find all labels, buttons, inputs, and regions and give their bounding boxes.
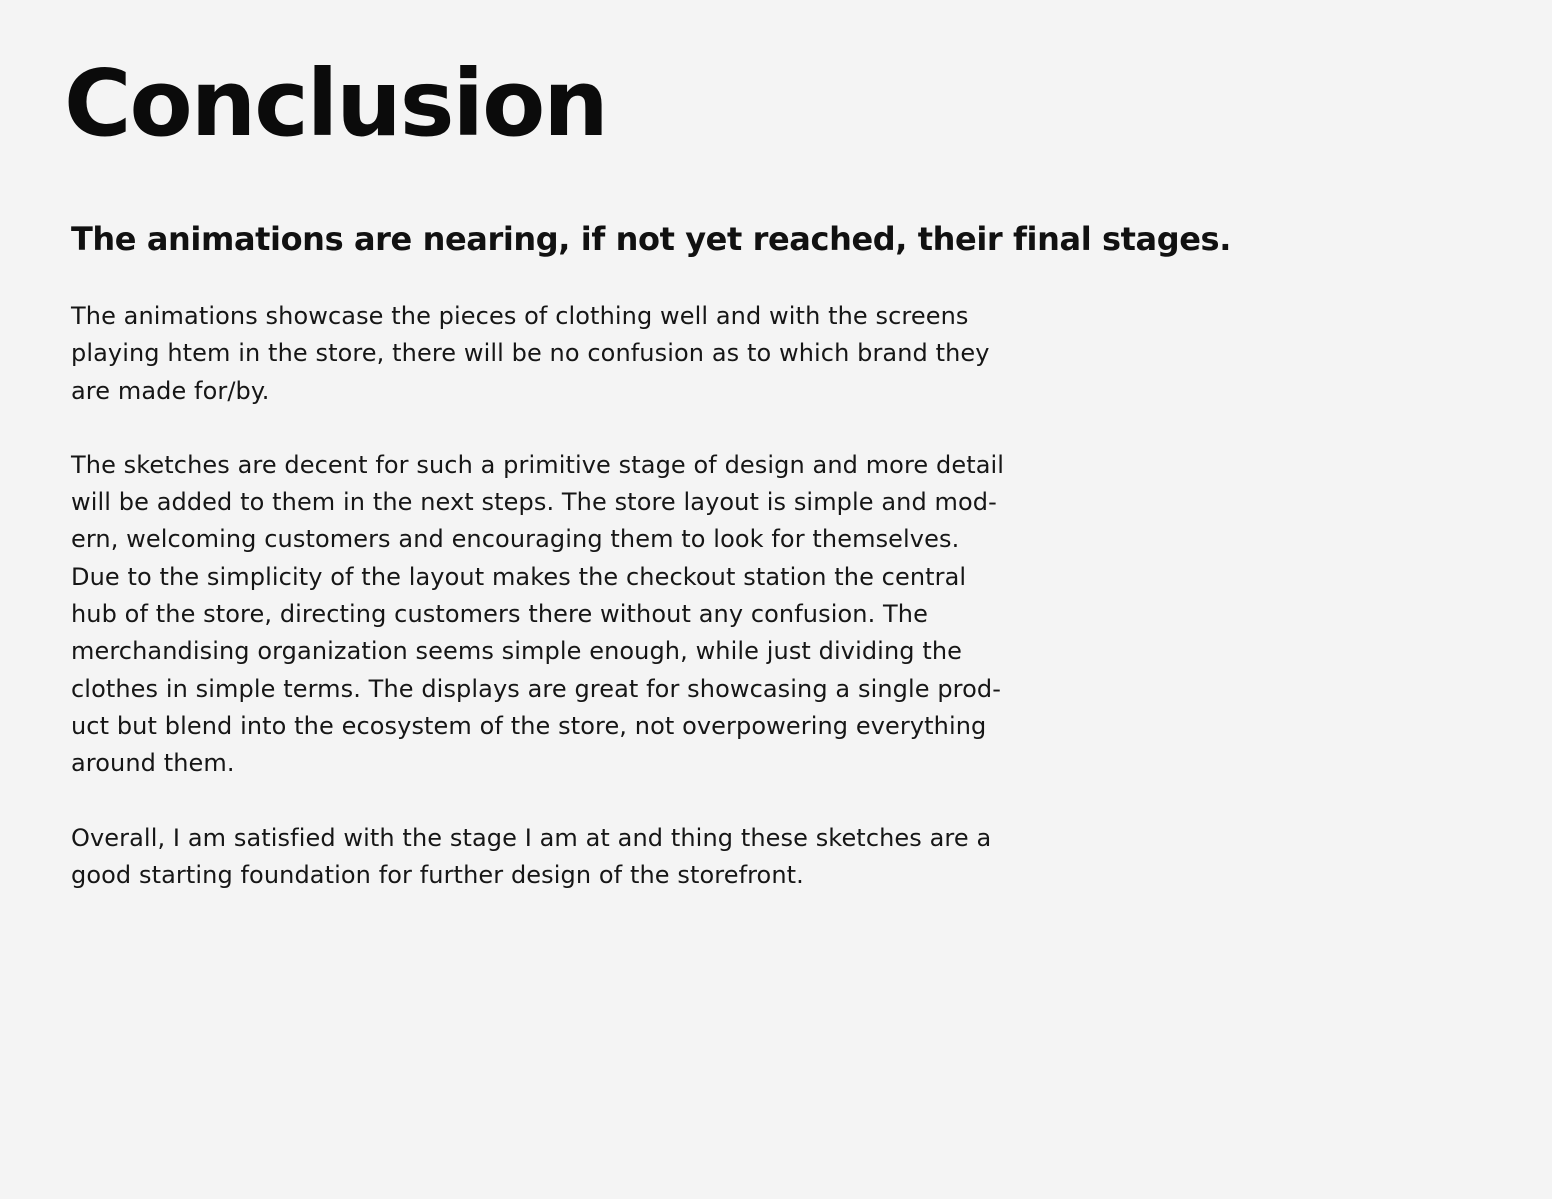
paragraph-line: good starting foundation for further design of the storefront. [71,860,804,889]
paragraph-2 [71,447,1031,783]
paragraph-line: around them. [71,749,235,778]
page-title: Conclusion [64,50,607,157]
paragraph-1 [71,298,1031,410]
paragraph-line: playing htem in the store, there will be no confusion as to which brand they [71,339,990,368]
paragraph-line: uct but blend into the ecosystem of the store, not overpowering everything [71,711,987,740]
paragraph-line: Due to the simplicity of the layout makes the checkout station the central [71,562,967,591]
paragraph-line: ern, welcoming customers and encouraging them to look for themselves. [71,525,960,554]
paragraph-line: hub of the store, directing customers there without any confusion. The [71,600,928,629]
body-text [71,298,1031,931]
paragraph-line: Overall, I am satisfied with the stage I am at and thing these sketches are a [71,823,992,852]
paragraph-line: clothes in simple terms. The displays are great for showcasing a single prod- [71,674,1002,703]
section-subtitle: The animations are nearing, if not yet reached, their final stages. [71,220,1231,258]
paragraph-line: The sketches are decent for such a primitive stage of design and more detail [71,450,1005,479]
paragraph-line: are made for/by. [71,376,270,405]
paragraph-line: merchandising organization seems simple enough, while just dividing the [71,637,963,666]
paragraph-3 [71,820,1031,895]
paragraph-line: will be added to them in the next steps. The store layout is simple and mod- [71,488,997,517]
paragraph-line: The animations showcase the pieces of clothing well and with the screens [71,302,969,330]
